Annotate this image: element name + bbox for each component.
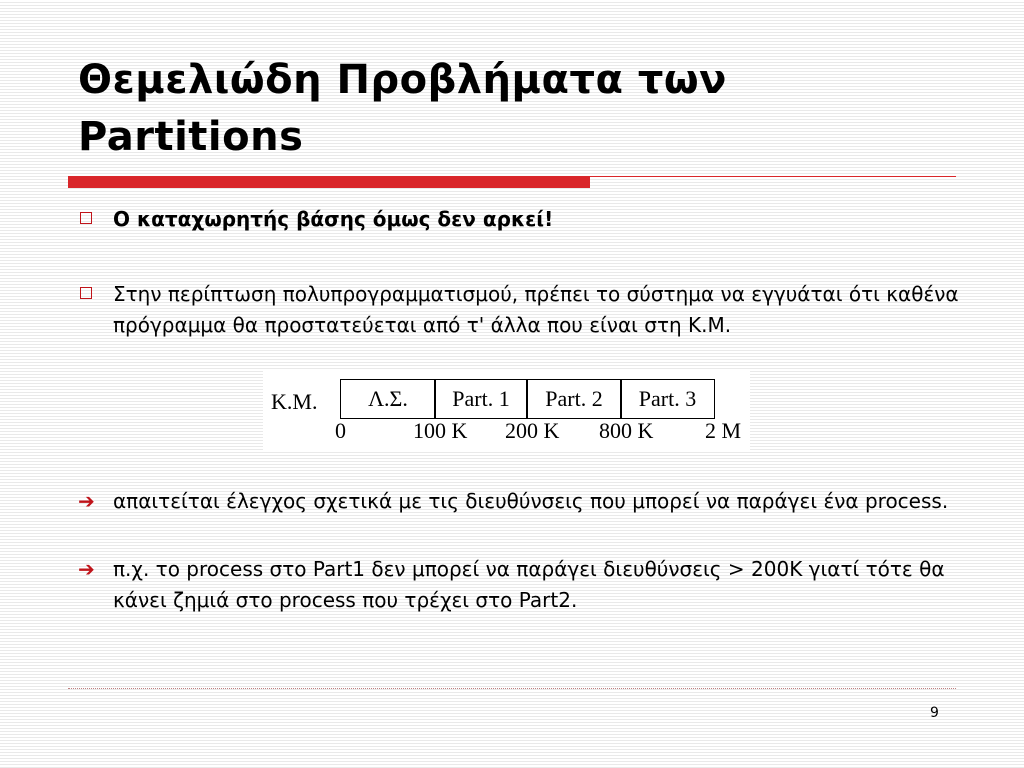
title-line-2: Partitions — [78, 114, 304, 160]
title-underline-bar — [68, 176, 590, 188]
bullet-text: Στην περίπτωση πολυπρογραμματισμού, πρέπει το σύστημα να εγγυάται ότι καθένα πρόγραμμα θα προστατεύεται από τ' άλλα που είναι στη Κ.Μ. — [113, 282, 959, 337]
arrow-bullet-icon: ➔ — [78, 489, 95, 513]
partition-os: Λ.Σ. — [340, 379, 436, 419]
boundary-label: 0 — [335, 418, 346, 443]
memory-label: Κ.Μ. — [271, 389, 318, 414]
square-bullet-icon — [80, 212, 92, 224]
page-number: 9 — [930, 705, 939, 721]
bullet-item — [80, 204, 960, 235]
bullet-text: π.χ. το process στο Part1 δεν μπορεί να παράγει διευθύνσεις > 200K γιατί τότε θα κάνει ζημιά στο process που τρέχει στο Part2. — [113, 557, 945, 612]
partition-part-2: Part. 2 — [526, 379, 622, 419]
bullet-item — [80, 486, 960, 517]
square-bullet-icon — [80, 287, 92, 299]
boundary-label: 2 M — [705, 418, 742, 443]
bullet-text: απαιτείται έλεγχος σχετικά με τις διευθύνσεις που μπορεί να παράγει ένα process. — [113, 489, 949, 513]
memory-partition-diagram — [263, 369, 750, 450]
bullet-item — [80, 279, 960, 341]
boundary-label: 200 K — [505, 418, 560, 443]
partition-part-1: Part. 1 — [434, 379, 528, 419]
slide-title — [78, 52, 958, 166]
arrow-bullet-icon: ➔ — [78, 557, 95, 581]
title-line-1: Θεμελιώδη Προβλήματα των — [78, 57, 727, 103]
bullet-text: Ο καταχωρητής βάσης όμως δεν αρκεί! — [113, 207, 554, 231]
boundary-label: 100 K — [413, 418, 468, 443]
title-underline-line — [590, 176, 956, 177]
partition-part-3: Part. 3 — [620, 379, 715, 419]
title-underline — [68, 176, 956, 188]
footer-divider — [68, 688, 956, 689]
boundary-label: 800 K — [599, 418, 654, 443]
bullet-item — [80, 554, 960, 616]
